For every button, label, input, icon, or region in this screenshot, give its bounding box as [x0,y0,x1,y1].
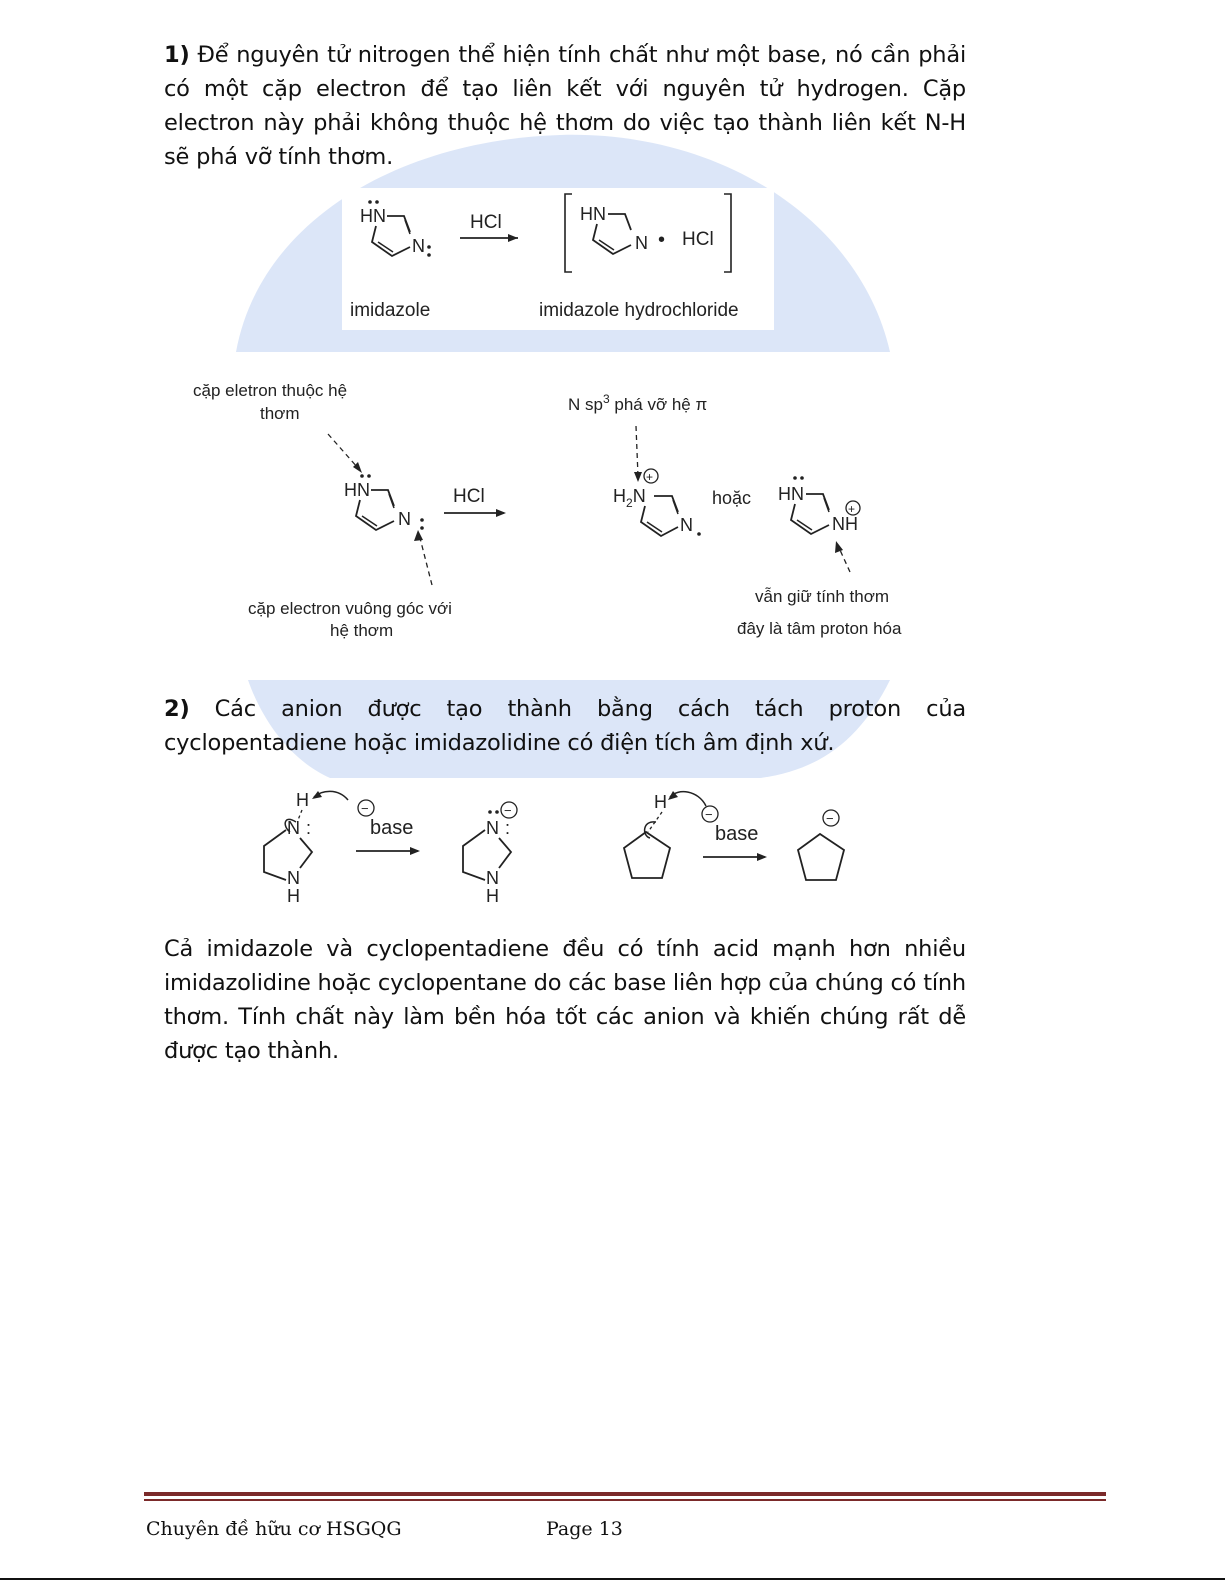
fig3-h-anion-bottom: H [486,886,499,906]
fig3-n-top: N [287,818,300,838]
paragraph-3-text: Cả imidazole và cyclopentadiene đều có tính acid mạnh hơn nhiều imidazolidine hoặc cyclopentane do các base liên hợp của chúng có tính thơm. Tính chất này làm bền hóa tốt các anion và khiến chúng rất dễ được tạo thành. [164,936,966,1064]
fig2-hn-label: HN [344,480,370,500]
page-bottom-line [0,1578,1225,1580]
fig3-colon-2: : [505,818,511,838]
paragraph-2-number: 2) [164,696,190,722]
fig3-n-anion-bottom: N [486,868,499,888]
fig2-h2n-label: $H_2N$ [613,486,646,510]
fig2-note-perp-2: hệ thơm [330,621,394,640]
fig3-minus-1: − [361,801,369,816]
paragraph-2-text: Các anion được tạo thành bằng cách tách proton của cyclopentadiene hoặc imidazolidine có điện tích âm định xứ. [164,696,966,756]
fig2-plus-1: + [646,470,654,484]
fig3-h-bottom: H [287,886,300,906]
fig1-bullet: • [658,229,666,251]
fig2-reagent: HCl [453,486,485,507]
fig2-h2n-n: N [680,515,693,535]
fig1-hn-label: HN [360,206,386,226]
fig3-base-1: base [370,817,414,839]
fig2-note-perp-1: cặp electron vuông góc với [248,599,452,618]
fig1-label-imidazole: imidazole [350,300,431,321]
paragraph-3 [164,932,966,1068]
fig2-note-keep-2: đây là tâm proton hóa [737,619,902,638]
fig1-product-hcl: HCl [682,229,714,250]
fig3-n-bottom: N [287,868,300,888]
fig2-note-aromatic-1: cặp eletron thuộc hệ [193,381,348,400]
paragraph-1-text: Để nguyên tử nitrogen thể hiện tính chất như một base, nó cần phải có một cặp electron để tạo liên kết với nguyên tử hydrogen. Cặp electron này phải không thuộc hệ thơm do việc tạo thành liên kết N-H sẽ phá vỡ tính thơm. [164,42,966,170]
fig1-product-n: N [635,233,648,253]
fig1-reagent: HCl [470,212,502,233]
fig2-note-keep-1: vẫn giữ tính thơm [755,587,890,606]
fig2-or: hoặc [712,488,752,508]
fig3-n-anion: N [486,818,499,838]
fig2-plus-2: + [848,502,856,516]
fig3-colon-1: : [306,818,312,838]
fig1-label-hydrochloride: imidazole hydrochloride [539,300,739,321]
fig2-nh-label: NH [832,514,858,534]
fig2-n-label: N [398,509,411,529]
paragraph-1-number: 1) [164,42,190,68]
footer-page-number: Page 13 [546,1518,623,1540]
fig3-minus-4: − [826,811,834,826]
footer-title: Chuyên đề hữu cơ HSGQG [146,1518,402,1540]
fig2-note-aromatic-2: thơm [260,404,300,423]
fig3-minus-2: − [504,803,512,818]
fig3-base-2: base [715,823,759,845]
fig1-product-hn: HN [580,204,606,224]
footer-rule-thin [144,1499,1106,1501]
fig2-note-sp3: N $sp^3$ phá vỡ hệ π [568,392,708,414]
fig3-h-top: H [296,790,309,810]
fig2-hn-right: HN [778,484,804,504]
fig3-h-cp: H [654,792,667,812]
footer-rule-thick [144,1492,1106,1496]
fig1-n-label: N [412,236,425,256]
fig3-minus-3: − [705,807,713,822]
